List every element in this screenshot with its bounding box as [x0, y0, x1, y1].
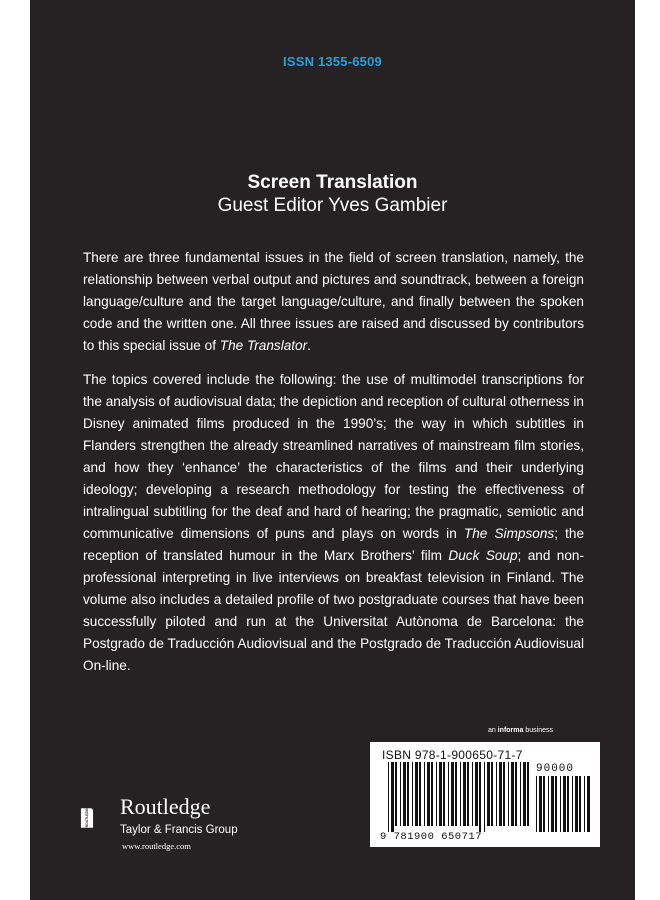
p1-text: There are three fundamental issues in the field of screen translation, namely, the relationship between verbal output and pictures and soundtrack, between a foreign language/culture and the target language/culture, and finally between the spoken code and the written one. All three issues are raised and discussed by contributors to this special issue of: [83, 250, 584, 353]
description-paragraph-2: [83, 369, 584, 677]
p2-italic-simpsons: The Simpsons: [463, 526, 555, 541]
routledge-mark-icon: [80, 797, 94, 839]
p2-text-2: ; the reception of translated humour in the Marx Brothers’ film: [83, 526, 585, 563]
publisher-url: www.routledge.com: [122, 841, 191, 851]
logo-letters: ROUTLEDGE: [84, 806, 89, 828]
barcode-bars-icon: [388, 762, 530, 832]
informa-brand: informa: [497, 727, 524, 734]
back-cover: [30, 0, 635, 900]
price-code: 90000: [536, 763, 575, 775]
p1-end: .: [307, 338, 311, 353]
p2-text-1: The topics covered include the following: the use of multimodel transcriptions for the analysis of audiovisual data; the depiction and reception of cultural otherness in Disney animated films produced in the 1990’s; the way in which subtitles in Flanders strengthen the already streamlined narratives of mainstream film stories, and how they ‘enhance’ the characteristics of the films and their underlying ideology; developing a research methodology for testing the effectiveness of intralingual subtitling for the deaf and hard of hearing; the pragmatic, semiotic and communicative dimensions of puns and plays on words in: [83, 372, 584, 541]
p2-italic-duck-soup: Duck Soup: [448, 548, 518, 563]
isbn-barcode: [370, 742, 600, 847]
p1-italic-title: The Translator: [219, 338, 308, 353]
guest-editor: Guest Editor Yves Gambier: [217, 195, 448, 216]
ean-digits: 9 781900 650717: [380, 831, 483, 843]
isbn-number: ISBN 978-1-900650-71-7: [382, 748, 523, 762]
issn-label: ISSN 1355-6509: [283, 54, 382, 69]
book-title: Screen Translation: [247, 172, 418, 193]
publisher-group: Taylor & Francis Group: [120, 824, 238, 836]
informa-business-label: an informa business: [488, 727, 553, 734]
publisher-name: Routledge: [120, 794, 211, 819]
routledge-logo: [80, 796, 280, 856]
addon-barcode-bars-icon: [536, 776, 592, 838]
description-paragraph-1: [83, 247, 584, 357]
p2-text-3: ; and non-professional interpreting in live interviews on breakfast television in Finland. The volume also includes a detailed profile of two postgraduate courses that have been successfully piloted and run at the Universitat Autònoma de Barcelona: the Postgrado de Traducción Audiovisual and the Postgrado de Traducción Audiovisual On-line.: [83, 548, 585, 673]
